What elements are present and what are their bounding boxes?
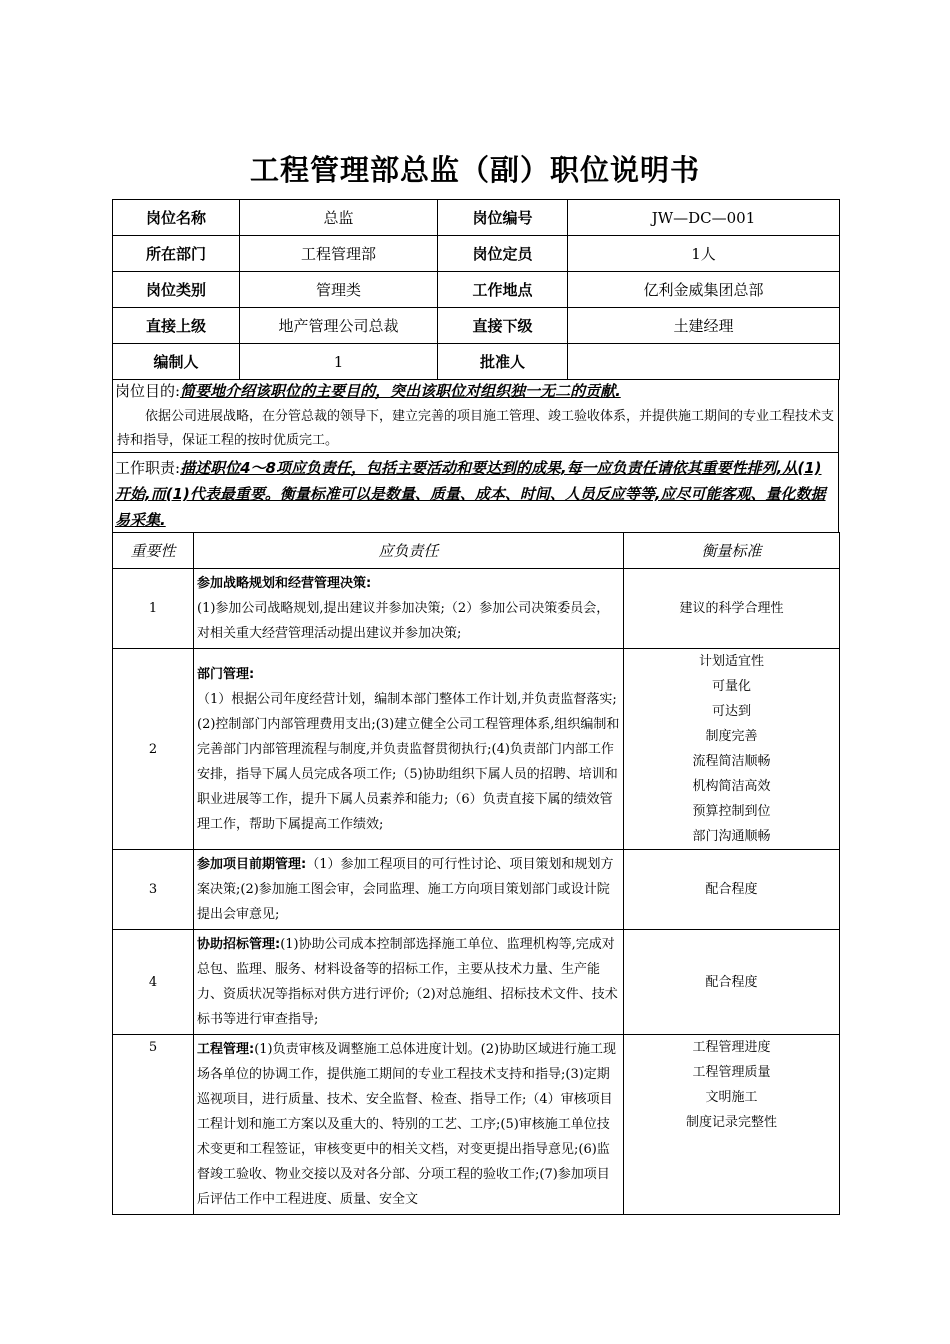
purpose-text: 依据公司进展战略，在分管总裁的领导下，建立完善的项目施工管理、竣工验收体系，并提供施工期间的专业工程技术支持和指导，保证工程的按时优质完工。 — [117, 409, 835, 448]
field-label: 工作地点 — [438, 272, 568, 308]
standard-cell: 建议的科学合理性 — [624, 569, 840, 649]
table-row — [113, 1035, 840, 1215]
field-value: 总监 — [240, 200, 438, 236]
field-value: 1人 — [568, 236, 840, 272]
table-row — [113, 850, 840, 930]
info-row — [113, 308, 840, 344]
duties-table — [112, 532, 840, 1215]
column-header: 应负责任 — [194, 533, 624, 569]
job-info-table — [112, 199, 840, 380]
field-value: 工程管理部 — [240, 236, 438, 272]
field-value: 地产管理公司总裁 — [240, 308, 438, 344]
importance-number: 3 — [113, 850, 194, 930]
field-value — [568, 344, 840, 380]
page-title: 工程管理部总监（副）职位说明书 — [249, 153, 700, 187]
job-duties-section — [112, 452, 839, 533]
purpose-hint: 简要地介绍该职位的主要目的，突出该职位对组织独一无二的贡献. — [180, 382, 621, 400]
field-value: 土建经理 — [568, 308, 840, 344]
field-value: JW—DC—001 — [568, 200, 840, 236]
info-row — [113, 272, 840, 308]
responsibility-text: (1)参加公司战略规划,提出建议并参加决策;（2）参加公司决策委员会，对相关重大经营管理活动提出建议并参加决策; — [197, 601, 610, 641]
column-header: 重要性 — [113, 533, 194, 569]
responsibility-cell — [194, 930, 624, 1035]
job-purpose-section — [112, 379, 839, 453]
importance-number: 2 — [113, 649, 194, 850]
responsibility-cell — [194, 649, 624, 850]
field-label: 直接下级 — [438, 308, 568, 344]
field-label: 岗位定员 — [438, 236, 568, 272]
field-label: 岗位类别 — [113, 272, 240, 308]
duties-hint: 描述职位4～8项应负责任，包括主要活动和要达到的成果,每一应负责任请依其重要性排列,从(1)开始,而(1)代表最重要。衡量标准可以是数量、质量、成本、时间、人员反应等等,应尽可能客观、量化数据易采集. — [115, 459, 826, 529]
field-value: 1 — [240, 344, 438, 380]
duties-label: 工作职责: — [115, 459, 181, 477]
column-header: 衡量标准 — [624, 533, 840, 569]
standard-cell: 配合程度 — [624, 850, 840, 930]
responsibility-title: 部门管理: — [197, 666, 255, 682]
field-label: 直接上级 — [113, 308, 240, 344]
importance-number: 4 — [113, 930, 194, 1035]
purpose-label: 岗位目的: — [115, 382, 181, 400]
table-row — [113, 930, 840, 1035]
responsibility-title: 参加战略规划和经营管理决策: — [197, 576, 372, 591]
table-row — [113, 569, 840, 649]
field-label: 编制人 — [113, 344, 240, 380]
responsibility-text: （1）参加工程项目的可行性讨论、项目策划和规划方案决策;(2)参加施工图会审，会同监理、施工方向项目策划部门或设计院提出会审意见; — [197, 857, 614, 922]
standard-cell: 计划适宜性 可量化 可达到 制度完善 流程简洁顺畅 机构简洁高效 预算控制到位 部门沟通顺畅 — [624, 649, 840, 850]
info-row — [113, 344, 840, 380]
responsibility-cell — [194, 850, 624, 930]
responsibility-title: 协助招标管理: — [197, 937, 281, 952]
field-label: 批准人 — [438, 344, 568, 380]
responsibility-title: 参加项目前期管理: — [197, 857, 307, 872]
field-label: 所在部门 — [113, 236, 240, 272]
standard-cell: 配合程度 — [624, 930, 840, 1035]
responsibility-cell — [194, 569, 624, 649]
info-row — [113, 200, 840, 236]
field-value: 管理类 — [240, 272, 438, 308]
table-row — [113, 649, 840, 850]
responsibility-text: （1）根据公司年度经营计划，编制本部门整体工作计划,并负责监督落实;(2)控制部门内部管理费用支出;(3)建立健全公司工程管理体系,组织编制和完善部门内部管理流程与制度,并负责监督贯彻执行;(4)负责部门内部工作安排，指导下属人员完成各项工作;（5)协助组织下属人员的招聘、培训和职业进展等工作，提升下属人员素养和能力;（6）负责直接下属的绩效管理工作，帮助下属提高工作绩效; — [197, 691, 620, 832]
responsibility-text: (1)负责审核及调整施工总体进度计划。(2)协助区域进行施工现场各单位的协调工作，提供施工期间的专业工程技术支持和指导;(3)定期巡视项目，进行质量、技术、安全监督、检查、指导工作;（4）审核项目工程计划和施工方案以及重大的、特别的工艺、工序;(5)审核施工单位技术变更和工程签证，审核变更中的相关文档，对变更提出指导意见;(6)监督竣工验收、物业交接以及对各分部、分项工程的验收工作;(7)参加项目后评估工作中工程进度、质量、安全文 — [197, 1042, 617, 1207]
responsibility-title: 工程管理: — [197, 1042, 255, 1057]
field-value: 亿利金威集团总部 — [568, 272, 840, 308]
importance-number: 1 — [113, 569, 194, 649]
info-row — [113, 236, 840, 272]
responsibility-text: (1)协助公司成本控制部选择施工单位、监理机构等,完成对总包、监理、服务、材料设备等的招标工作，主要从技术力量、生产能力、资质状况等指标对供方进行评价;（2)对总施组、招标技术文件、技术标书等进行审查指导; — [197, 937, 618, 1027]
standard-cell: 工程管理进度 工程管理质量 文明施工 制度记录完整性 — [624, 1035, 840, 1215]
field-label: 岗位编号 — [438, 200, 568, 236]
duties-header-row — [113, 533, 840, 569]
field-label: 岗位名称 — [113, 200, 240, 236]
responsibility-cell — [194, 1035, 624, 1215]
importance-number: 5 — [113, 1035, 194, 1215]
